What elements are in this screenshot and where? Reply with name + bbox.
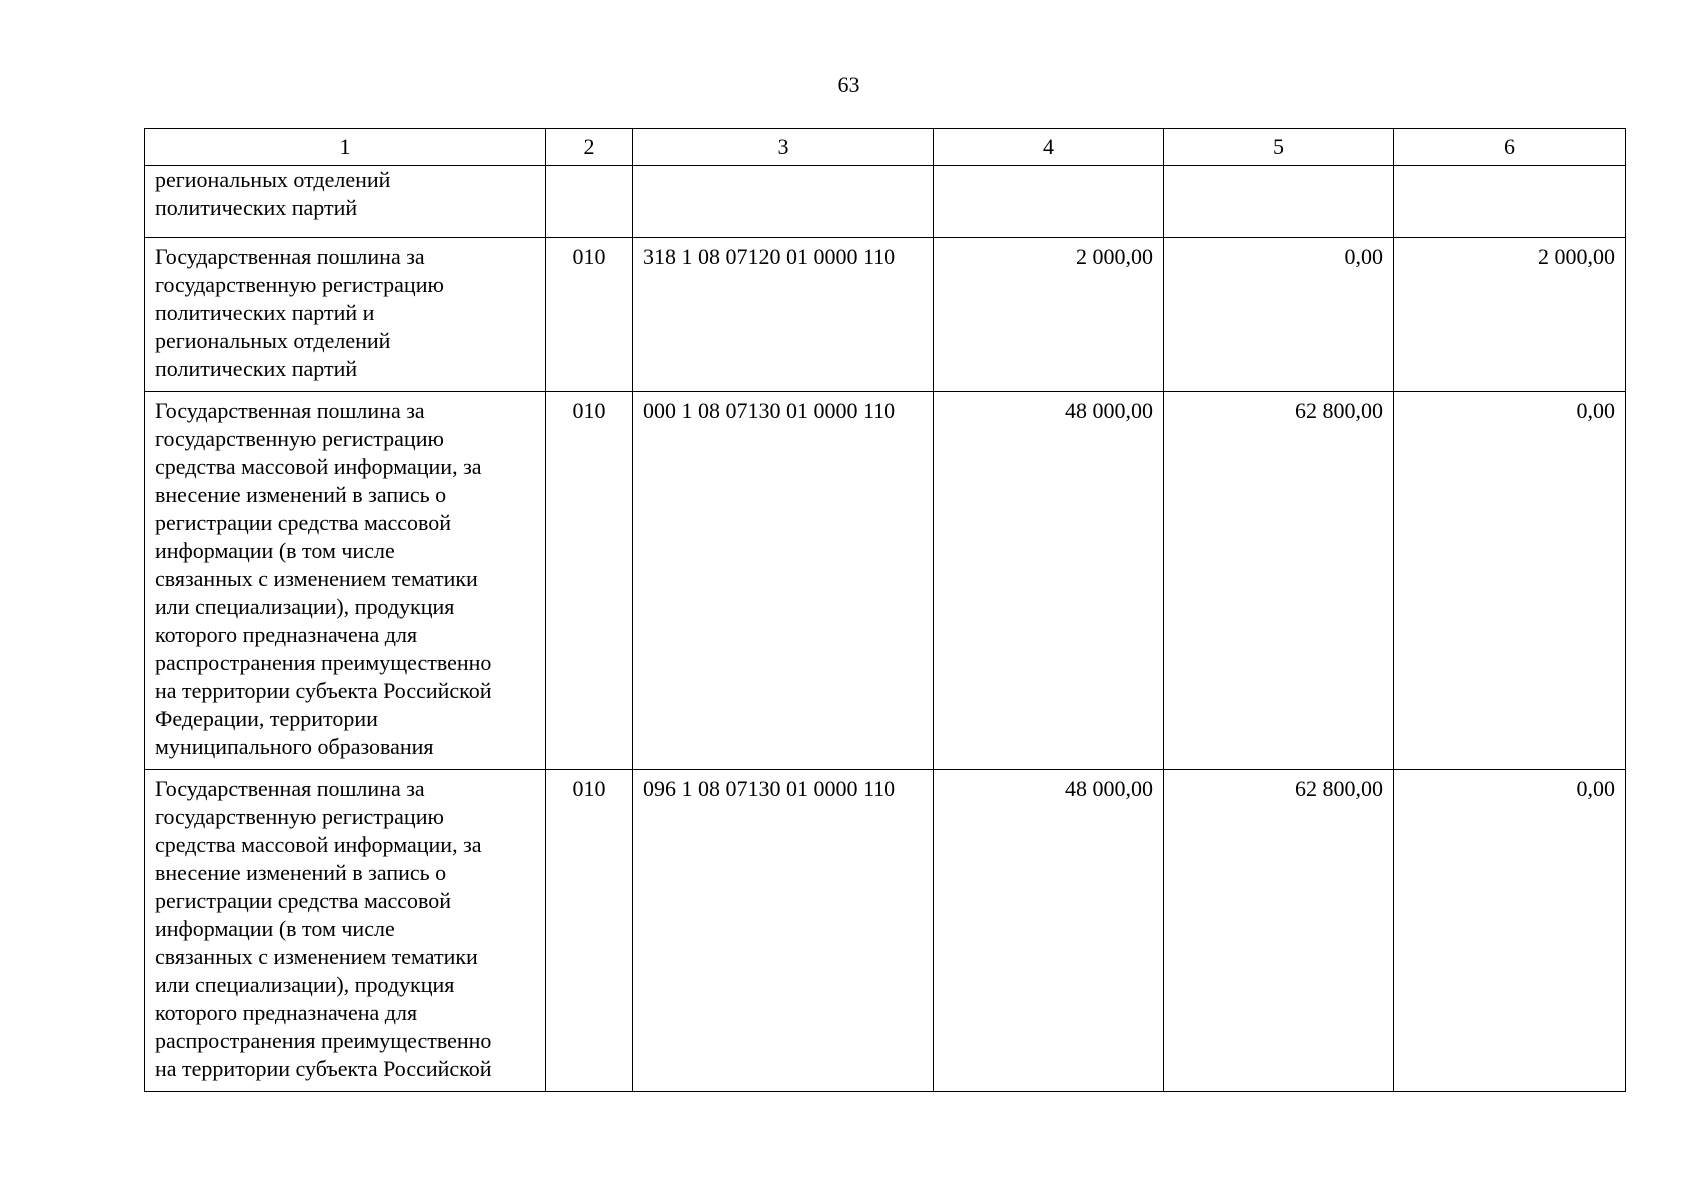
row-line-code-cell: 010: [546, 392, 633, 770]
row-line-code-cell: 010: [546, 770, 633, 1092]
row-value-col5: [1164, 166, 1394, 238]
table-row: [145, 166, 1626, 238]
column-header-6: 6: [1394, 129, 1626, 166]
row-budget-code-cell: 000 1 08 07130 01 0000 110: [633, 392, 934, 770]
row-name-text: региональных отделений политических партий: [155, 167, 391, 220]
column-header-4: 4: [934, 129, 1164, 166]
row-value-col4: 48 000,00: [934, 770, 1164, 1092]
row-value-col4: 48 000,00: [934, 392, 1164, 770]
row-name-cell: [145, 770, 546, 1092]
table-row: [145, 392, 1626, 770]
row-value-col6: 0,00: [1394, 770, 1626, 1092]
revenue-table: [144, 128, 1626, 1092]
column-header-5: 5: [1164, 129, 1394, 166]
row-name-text: Государственная пошлина за государственную регистрацию средства массовой информации, за внесение изменений в запись о регистрации средства массовой информации (в том числе связанных с изменением тематики или специализации), продукция которого предназначена для распространения преимущественно на территории субъекта Российской Федерации, территории муниципального образования: [155, 398, 492, 759]
row-value-col4: [934, 166, 1164, 238]
row-budget-code-cell: 318 1 08 07120 01 0000 110: [633, 238, 934, 392]
row-value-col5: 62 800,00: [1164, 392, 1394, 770]
row-value-col5: 0,00: [1164, 238, 1394, 392]
page-number: 63: [837, 72, 860, 97]
row-budget-code-cell: 096 1 08 07130 01 0000 110: [633, 770, 934, 1092]
table-row: [145, 238, 1626, 392]
column-header-1: 1: [145, 129, 546, 166]
table-header-row: [145, 129, 1626, 166]
row-name-cell: [145, 166, 546, 238]
row-name-text: Государственная пошлина за государственную регистрацию политических партий и региональных отделений политических партий: [155, 244, 444, 381]
row-value-col5: 62 800,00: [1164, 770, 1394, 1092]
table-row: [145, 770, 1626, 1092]
row-value-col6: 2 000,00: [1394, 238, 1626, 392]
row-value-col4: 2 000,00: [934, 238, 1164, 392]
row-value-col6: 0,00: [1394, 392, 1626, 770]
row-name-text: Государственная пошлина за государственную регистрацию средства массовой информации, за внесение изменений в запись о регистрации средства массовой информации (в том числе связанных с изменением тематики или специализации), продукция которого предназначена для распространения преимущественно на территории субъекта Российской: [155, 776, 492, 1081]
column-header-3: 3: [633, 129, 934, 166]
row-line-code-cell: [546, 166, 633, 238]
column-header-2: 2: [546, 129, 633, 166]
row-value-col6: [1394, 166, 1626, 238]
row-line-code-cell: 010: [546, 238, 633, 392]
row-name-cell: [145, 392, 546, 770]
row-name-cell: [145, 238, 546, 392]
row-budget-code-cell: [633, 166, 934, 238]
